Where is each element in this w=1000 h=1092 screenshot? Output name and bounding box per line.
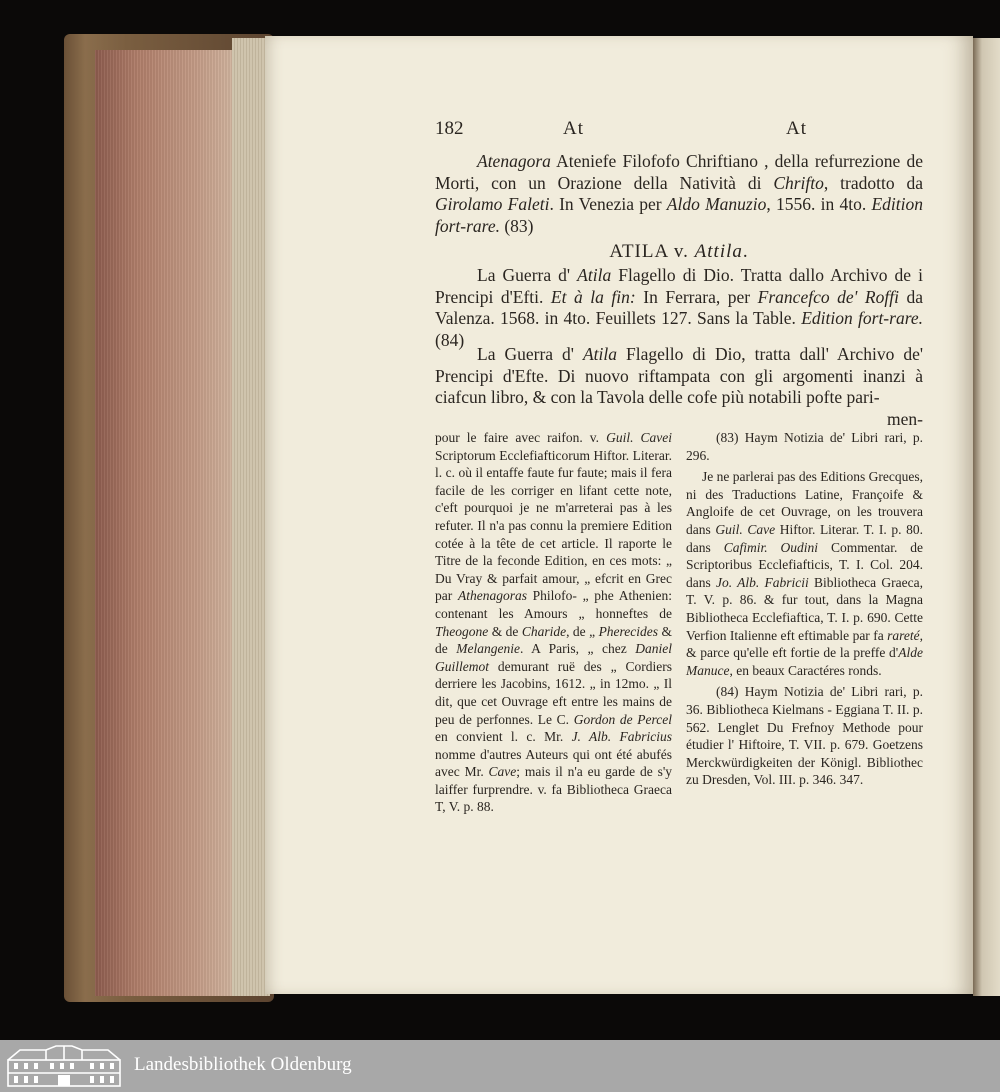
entry-atila-1568 bbox=[435, 265, 923, 351]
header-right: At bbox=[786, 118, 807, 139]
footnote-84: (84) Haym Notizia de' Libri rari, p. 36. Bibliotheca Kielmans - Eggiana T. II. p. 562. Lenglet Du Frefnoy Methode pour étudier l' Hiftoire, T. VII. p. 679. Goetzens Merckwürdigkeiten der Königl. Bibliothec zu Dresden, Vol. III. p. 346. 347. bbox=[686, 684, 923, 788]
catchword: men- bbox=[887, 408, 923, 429]
running-header bbox=[435, 118, 923, 144]
library-name: Landesbibliothek Oldenburg bbox=[134, 1054, 352, 1075]
entry-text: Atenagora Ateniefe Filofofo Chriftiano , della refurrezione de Morti, con un Orazione della Natività di Chrifto, tradotto da Girolamo Faleti. In Venezia per Aldo Manuzio, 1556. in 4to. Edition fort-rare. (83) bbox=[435, 151, 923, 236]
page-number: 182 bbox=[435, 118, 464, 139]
footer-bar bbox=[0, 1040, 1000, 1092]
footnote-column-right bbox=[686, 429, 923, 793]
entry-text: La Guerra d' Atila Flagello di Dio, tratta dall' Archivo de' Prencipi d'Efte. Di nuovo riftampata con gli argomenti inanzi à ciafcun libro, & con la Tavola delle cofe più notabili pofte pari- bbox=[435, 344, 923, 407]
entry-text: La Guerra d' Atila Flagello di Dio. Tratta dallo Archivo de i Prencipi d'Efti. Et à la fin: In Ferrara, per Francefco de' Roffi da Valenza. 1568. in 4to. Feuillets 127. Sans la Table. Edition fort-rare. (84) bbox=[435, 265, 923, 350]
section-heading: ATILA v. Attila. bbox=[609, 241, 749, 262]
next-page-edge bbox=[973, 38, 1000, 996]
footnote-column-left bbox=[435, 429, 672, 820]
entry-atenagora bbox=[435, 151, 923, 237]
footnote-83: (83) Haym Notizia de' Libri rari, p. 296. bbox=[686, 430, 923, 463]
footnote-text: pour le faire avec raifon. v. Guil. Cavei Scriptorum Ecclefiafticorum Hiftor. Literar. l. c. où il entaffe faute fur faute; mais il fera facile de les corriger en lifant cette note, c'eft pourquoi je ne m'arreterai pas à les refuter. Il n'a pas connu la premiere Edition cotée à la tête de cet article. Il raporte le Titre de la feconde Edition, en ces mots: „ Du Vray & parfait amour, „ efcrit en Grec par Athenagoras Philofo- „ phe Athenien: contenant les Amours „ honneftes de Theogone & de Charide, de „ Pherecides & de Melangenie. A Paris, „ chez Daniel Guillemot demurant ruë des „ Cordiers derriere les Jacobins, 1612. „ in 12mo. „ Il dit, que cet Ouvrage eft entre les mains de peu de perfonnes. Le C. Gordon de Percel en convient l. c. Mr. J. Alb. Fabricius nomme d'autres Auteurs qui ont été abufés avec Mr. Cave; mais il n'a eu garde de s'y laiffer furprendre. v. fa Bibliotheca Graeca T, V. p. 88. bbox=[435, 430, 673, 815]
library-building-icon bbox=[6, 1044, 122, 1088]
entry-atila-reprint bbox=[435, 344, 923, 430]
header-left: At bbox=[563, 118, 584, 139]
footnote-83-cont: Je ne parlerai pas des Editions Grecques, ni des Traductions Latine, Françoife & Angloife de cet Ouvrage, on les trouvera dans Guil. Cave Hiftor. Literar. T. I. p. 80. dans Cafimir. Oudini Commentar. de Scriptoribus Ecclefiafticis, T. I. Col. 204. dans Jo. Alb. Fabricii Bibliotheca Graeca, T. V. p. 86. & fur tout, dans la Magna Bibliotheca Ecclefiaftica, T. I. p. 690. Cette Verfion Italienne eft eftimable par fa rareté, & parce qu'elle eft fortie de la preffe d'Alde Manuce, en beaux Caractéres ronds. bbox=[686, 469, 923, 678]
